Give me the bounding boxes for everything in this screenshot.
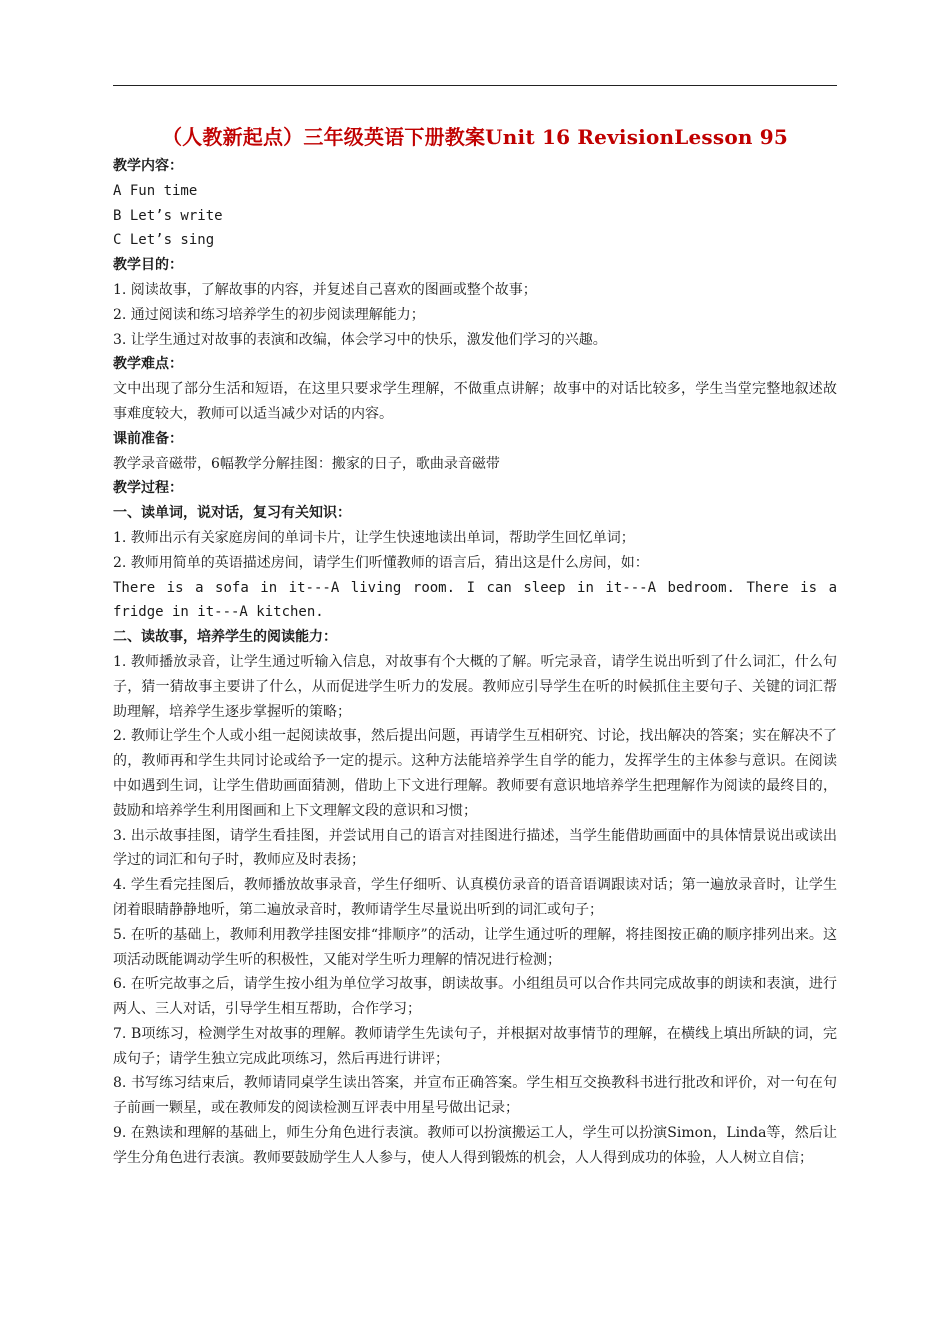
process-part1-item: 1. 教师出示有关家庭房间的单词卡片，让学生快速地读出单词，帮助学生回忆单词； bbox=[113, 529, 635, 546]
process-part2-item: 7. B项练习，检测学生对故事的理解。教师请学生先读句子，并根据对故事情节的理解，在横线上填出所缺的词，完成句子；请学生独立完成此项练习，然后再进行讲评； bbox=[113, 1025, 837, 1067]
process-part2-item: 3. 出示故事挂图，请学生看挂图，并尝试用自己的语言对挂图进行描述，当学生能借助画面中的具体情景说出或读出学过的词汇和句子时，教师应及时表扬； bbox=[113, 827, 837, 869]
process-part2-item: 5. 在听的基础上，教师利用教学挂图安排“排顺序”的活动，让学生通过听的理解，将挂图按正确的顺序排列出来。这项活动既能调动学生听的积极性，又能对学生听力理解的情况进行检测； bbox=[113, 926, 837, 968]
process-part2-item: 6. 在听完故事之后，请学生按小组为单位学习故事，朗读故事。小组组员可以合作共同完成故事的朗读和表演，进行两人、三人对话，引导学生相互帮助，合作学习； bbox=[113, 976, 837, 1018]
example-line: fridge in it---A kitchen. bbox=[113, 604, 324, 621]
goal-item: 1. 阅读故事，了解故事的内容，并复述自己喜欢的图画或整个故事； bbox=[113, 281, 537, 298]
process-part2-heading: 二、读故事，培养学生的阅读能力： bbox=[113, 629, 337, 646]
heading-content: 教学内容： bbox=[113, 158, 183, 174]
process-part2-item: 1. 教师播放录音，让学生通过听输入信息，对故事有个大概的了解。听完录音，请学生说出听到了什么词汇，什么句子，猜一猜故事主要讲了什么，从而促进学生听力的发展。教师应引导学生在听的时候抓住主要句子、关键的词汇帮助理解，培养学生逐步掌握听的策略； bbox=[113, 653, 837, 720]
heading-prep: 课前准备： bbox=[113, 430, 183, 447]
process-part1-heading: 一、读单词，说对话，复习有关知识： bbox=[113, 505, 351, 522]
heading-difficulty: 教学难点： bbox=[113, 356, 183, 373]
difficulty-text: 文中出现了部分生活和短语，在这里只要求学生理解，不做重点讲解；故事中的对话比较多，学生当堂完整地叙述故事难度较大，教师可以适当减少对话的内容。 bbox=[113, 381, 837, 422]
heading-process: 教学过程： bbox=[113, 480, 183, 497]
heading-goals: 教学目的： bbox=[113, 257, 183, 274]
document-title: （人教新起点）三年级英语下册教案Unit 16 RevisionLesson 95 bbox=[161, 125, 789, 149]
process-part1-item: 2. 教师用简单的英语描述房间，请学生们听懂教师的语言后，猜出这是什么房间，如： bbox=[113, 554, 649, 571]
content-item: B Let’s write bbox=[113, 207, 223, 224]
process-part2-item: 2. 教师让学生个人或小组一起阅读故事，然后提出问题，再请学生互相研究、讨论，找出解决的答案；实在解决不了的，教师再和学生共同讨论或给予一定的提示。这种方法能培养学生自学的能力，发挥学生的主体参与意识。在阅读中如遇到生词，让学生借助画面猜测，借助上下文进行理解。教师要有意识地培养学生把理解作为阅读的最终目的，鼓励和培养学生利用图画和上下文理解文段的意识和习惯； bbox=[113, 728, 837, 819]
process-part2-item: 9. 在熟读和理解的基础上，师生分角色进行表演。教师可以扮演搬运工人，学生可以扮演Simon，Linda等，然后让学生分角色进行表演。教师要鼓励学生人人参与，使人人得到锻炼的机会，人人得到成功的体验，人人树立自信； bbox=[113, 1125, 837, 1166]
goal-item: 3. 让学生通过对故事的表演和改编，体会学习中的快乐，激发他们学习的兴趣。 bbox=[113, 331, 607, 348]
content-item: C Let’s sing bbox=[113, 232, 215, 249]
process-part2-item: 8. 书写练习结束后，教师请同桌学生读出答案，并宣布正确答案。学生相互交换教科书进行批改和评价，对一句在句子前画一颗星，或在教师发的阅读检测互评表中用星号做出记录； bbox=[113, 1075, 837, 1117]
header-rule bbox=[113, 85, 837, 86]
process-part2-item: 4. 学生看完挂图后，教师播放故事录音，学生仔细听、认真模仿录音的语音语调跟读对话；第一遍放录音时，让学生闭着眼睛静静地听，第二遍放录音时，教师请学生尽量说出听到的词汇或句子； bbox=[113, 877, 837, 918]
goal-item: 2. 通过阅读和练习培养学生的初步阅读理解能力； bbox=[113, 306, 425, 323]
prep-text: 教学录音磁带，6幅教学分解挂图：搬家的日子，歌曲录音磁带 bbox=[113, 455, 500, 472]
content-item: A Fun time bbox=[113, 182, 198, 199]
example-line: There is a sofa in it---A living room. I can sleep in it---A bedroom. There is a bbox=[113, 579, 837, 596]
document-body bbox=[113, 122, 837, 1171]
